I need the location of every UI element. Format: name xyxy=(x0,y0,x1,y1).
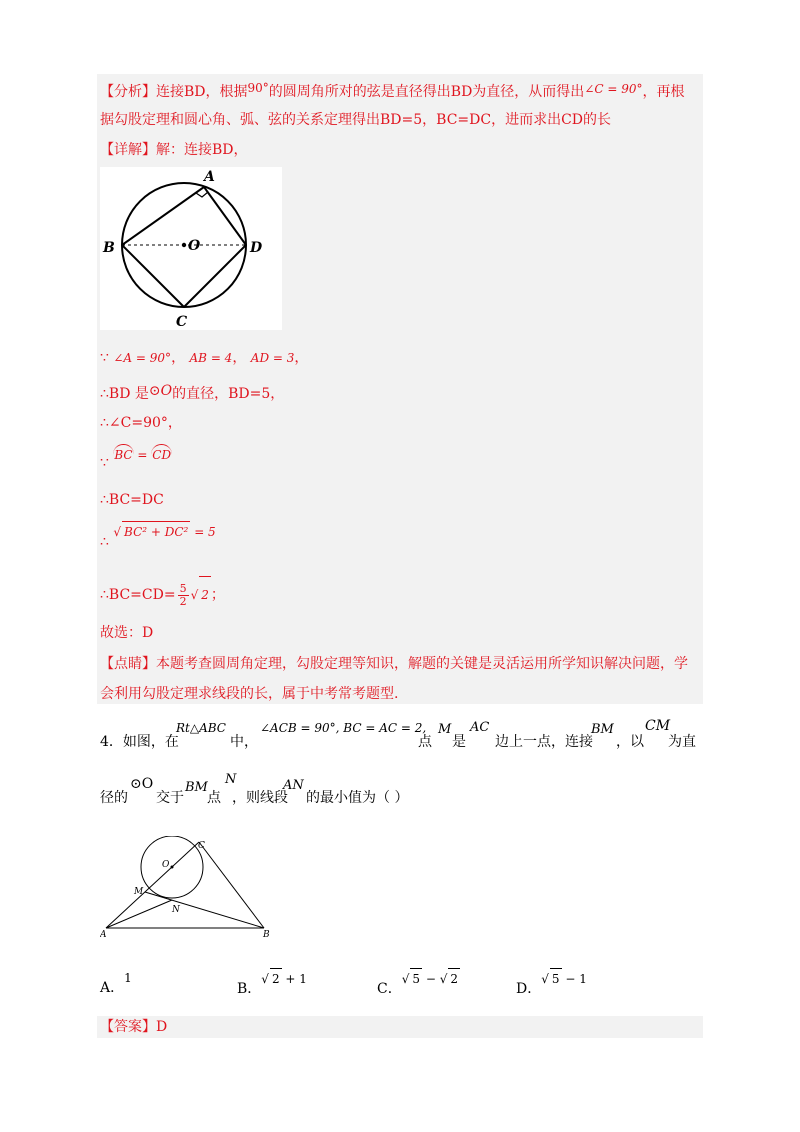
option-b[interactable]: B．√ 2 + 1 xyxy=(237,978,307,999)
figure-circle-quadrilateral xyxy=(100,167,282,330)
step-5-text: ∴BC=DC xyxy=(100,492,164,508)
q-point-n: N xyxy=(225,772,237,787)
q-text-l2b: 交于 xyxy=(156,790,184,806)
option-c-minus: − xyxy=(422,972,440,986)
choice-text: 故选：D xyxy=(100,625,154,641)
step-choice xyxy=(100,623,153,643)
step-5 xyxy=(100,490,164,510)
equals: = xyxy=(133,448,152,462)
label-d: D xyxy=(250,240,263,256)
answer-background xyxy=(97,1016,703,1038)
step-3-text: ∴∠C=90°， xyxy=(100,415,182,431)
fraction-5-over-2 xyxy=(178,583,189,608)
label-a: A xyxy=(204,169,215,185)
label-c: C xyxy=(176,314,188,330)
q-circle-o: ⊙O xyxy=(130,776,154,792)
label-b: B xyxy=(263,930,270,940)
q-text-c: 点 xyxy=(418,734,432,750)
label-a: A xyxy=(100,930,107,940)
option-a[interactable] xyxy=(100,971,132,998)
answer-tag: 【答案】 xyxy=(100,1019,156,1035)
arc-bc: BC xyxy=(113,444,133,465)
option-b-tail: + 1 xyxy=(281,972,307,986)
detail-line xyxy=(100,140,248,160)
review-tag: 【点睛】 xyxy=(100,656,156,672)
center-point xyxy=(171,866,174,869)
option-c-radicand-2: 2 xyxy=(448,968,460,989)
label-o: O xyxy=(162,860,170,870)
fraction-denominator: 2 xyxy=(179,594,187,608)
analysis-line-2 xyxy=(100,110,611,130)
step-2-text-c: 的直径，BD=5， xyxy=(172,386,285,402)
q-condition: ∠ACB = 90°, BC = AC = 2, xyxy=(260,721,427,735)
q-point-m: M xyxy=(438,722,452,737)
option-b-radicand: 2 xyxy=(270,968,282,989)
q-text-l2a: 径的 xyxy=(100,790,128,806)
option-c[interactable]: C．√ 5 − √ 2 xyxy=(377,978,460,999)
angle-a-90: ∠A = 90° xyxy=(113,351,172,365)
analysis-text-a: 连接BD，根据 xyxy=(156,84,248,100)
fraction-numerator: 5 xyxy=(179,581,187,595)
option-d-radicand: 5 xyxy=(550,968,562,989)
angle-c-equation: ∠C = 90° xyxy=(584,82,643,96)
review-line-2 xyxy=(100,684,398,704)
option-d-tail: − 1 xyxy=(561,972,587,986)
step-3 xyxy=(100,413,182,433)
option-c-radicand-1: 5 xyxy=(410,968,422,989)
q-text-l2c: 点 xyxy=(207,790,221,806)
semicolon: ； xyxy=(210,587,225,603)
step-7: ∴BC=CD= $\frac{5}{2}$ √ 2 ； xyxy=(100,576,225,613)
q-text-a: 4．如图，在 xyxy=(100,734,179,750)
comma: ， xyxy=(171,350,186,366)
q-text-f: ，以 xyxy=(616,734,644,750)
sqrt-expression: BC² + DC² xyxy=(122,521,190,542)
figure-triangle-circle xyxy=(100,836,280,940)
q-bm-2: BM xyxy=(185,780,208,795)
therefore-symbol: ∴ xyxy=(100,534,109,550)
option-a-label: A． xyxy=(100,980,125,996)
review-line-1 xyxy=(100,654,688,674)
center-point xyxy=(182,243,186,247)
circle-o-symbol: ⊙O xyxy=(148,383,173,399)
step-2 xyxy=(100,381,284,404)
q-bm: BM xyxy=(591,722,614,737)
equals-5: = 5 xyxy=(190,525,216,539)
q-text-l2e: 的最小值为（ ） xyxy=(306,790,409,806)
review-text-2: 会利用勾股定理求线段的长，属于中考常考题型. xyxy=(100,686,399,702)
q-cm: CM xyxy=(645,718,671,734)
q-an: AN xyxy=(283,778,304,793)
comma: ， xyxy=(232,350,247,366)
analysis-text-b: 的圆周角所对的弦是直径得出BD为直径，从而得出 xyxy=(268,84,585,100)
analysis-line-1 xyxy=(100,78,685,102)
segment-an xyxy=(106,900,172,928)
analysis-text-c: ，再根 xyxy=(642,84,685,100)
label-b: B xyxy=(103,240,115,256)
step-7-text: ∴BC=CD= xyxy=(100,587,176,603)
sqrt-2: 2 xyxy=(199,576,211,613)
label-c: C xyxy=(198,841,205,851)
deg-90: 90° xyxy=(247,81,269,95)
ab-equals-4: AB = 4 xyxy=(189,351,233,365)
option-c-label: C． xyxy=(377,981,402,997)
answer-value: D xyxy=(156,1019,168,1035)
label-m: M xyxy=(134,887,144,897)
q-text-d: 是 xyxy=(452,734,466,750)
segment-bm xyxy=(145,892,264,928)
q-text-e: 边上一点，连接 xyxy=(495,734,593,750)
segment-bc xyxy=(199,842,264,928)
answer-line xyxy=(100,1017,167,1037)
option-d[interactable]: D．√ 5 − 1 xyxy=(516,978,587,999)
detail-tag: 【详解】 xyxy=(100,142,156,158)
option-a-value: 1 xyxy=(124,971,132,985)
step-4 xyxy=(100,444,172,471)
ad-equals-3: AD = 3 xyxy=(250,351,295,365)
analysis-text-line2: 据勾股定理和圆心角、弧、弦的关系定理得出BD=5，BC=DC，进而求出CD的长 xyxy=(100,112,612,128)
option-d-label: D． xyxy=(516,981,542,997)
option-b-label: B． xyxy=(237,981,262,997)
q-rt-abc: Rt△ABC xyxy=(176,721,226,735)
step-2-text-a: ∴BD 是 xyxy=(100,386,149,402)
analysis-tag: 【分析】 xyxy=(100,84,156,100)
q-text-g: 为直 xyxy=(668,734,696,750)
q-text-b: 中， xyxy=(230,734,258,750)
segment-ac xyxy=(106,842,199,928)
comma: ， xyxy=(294,350,309,366)
step-1 xyxy=(100,348,308,368)
options-row xyxy=(100,966,700,996)
q-ac: AC xyxy=(470,720,490,735)
review-text-1: 本题考查圆周角定理，勾股定理等知识，解题的关键是灵活运用所学知识解决问题，学 xyxy=(156,656,688,672)
step-6: ∴ √ BC² + DC² = 5 xyxy=(100,521,216,542)
label-o: O xyxy=(188,238,201,254)
detail-text: 解：连接BD， xyxy=(156,142,248,158)
label-n: N xyxy=(172,905,180,915)
because-symbol: ∵ xyxy=(100,350,109,366)
q-text-l2d: ，则线段 xyxy=(232,790,288,806)
because-symbol: ∵ xyxy=(100,455,109,471)
arc-cd: CD xyxy=(151,444,172,465)
